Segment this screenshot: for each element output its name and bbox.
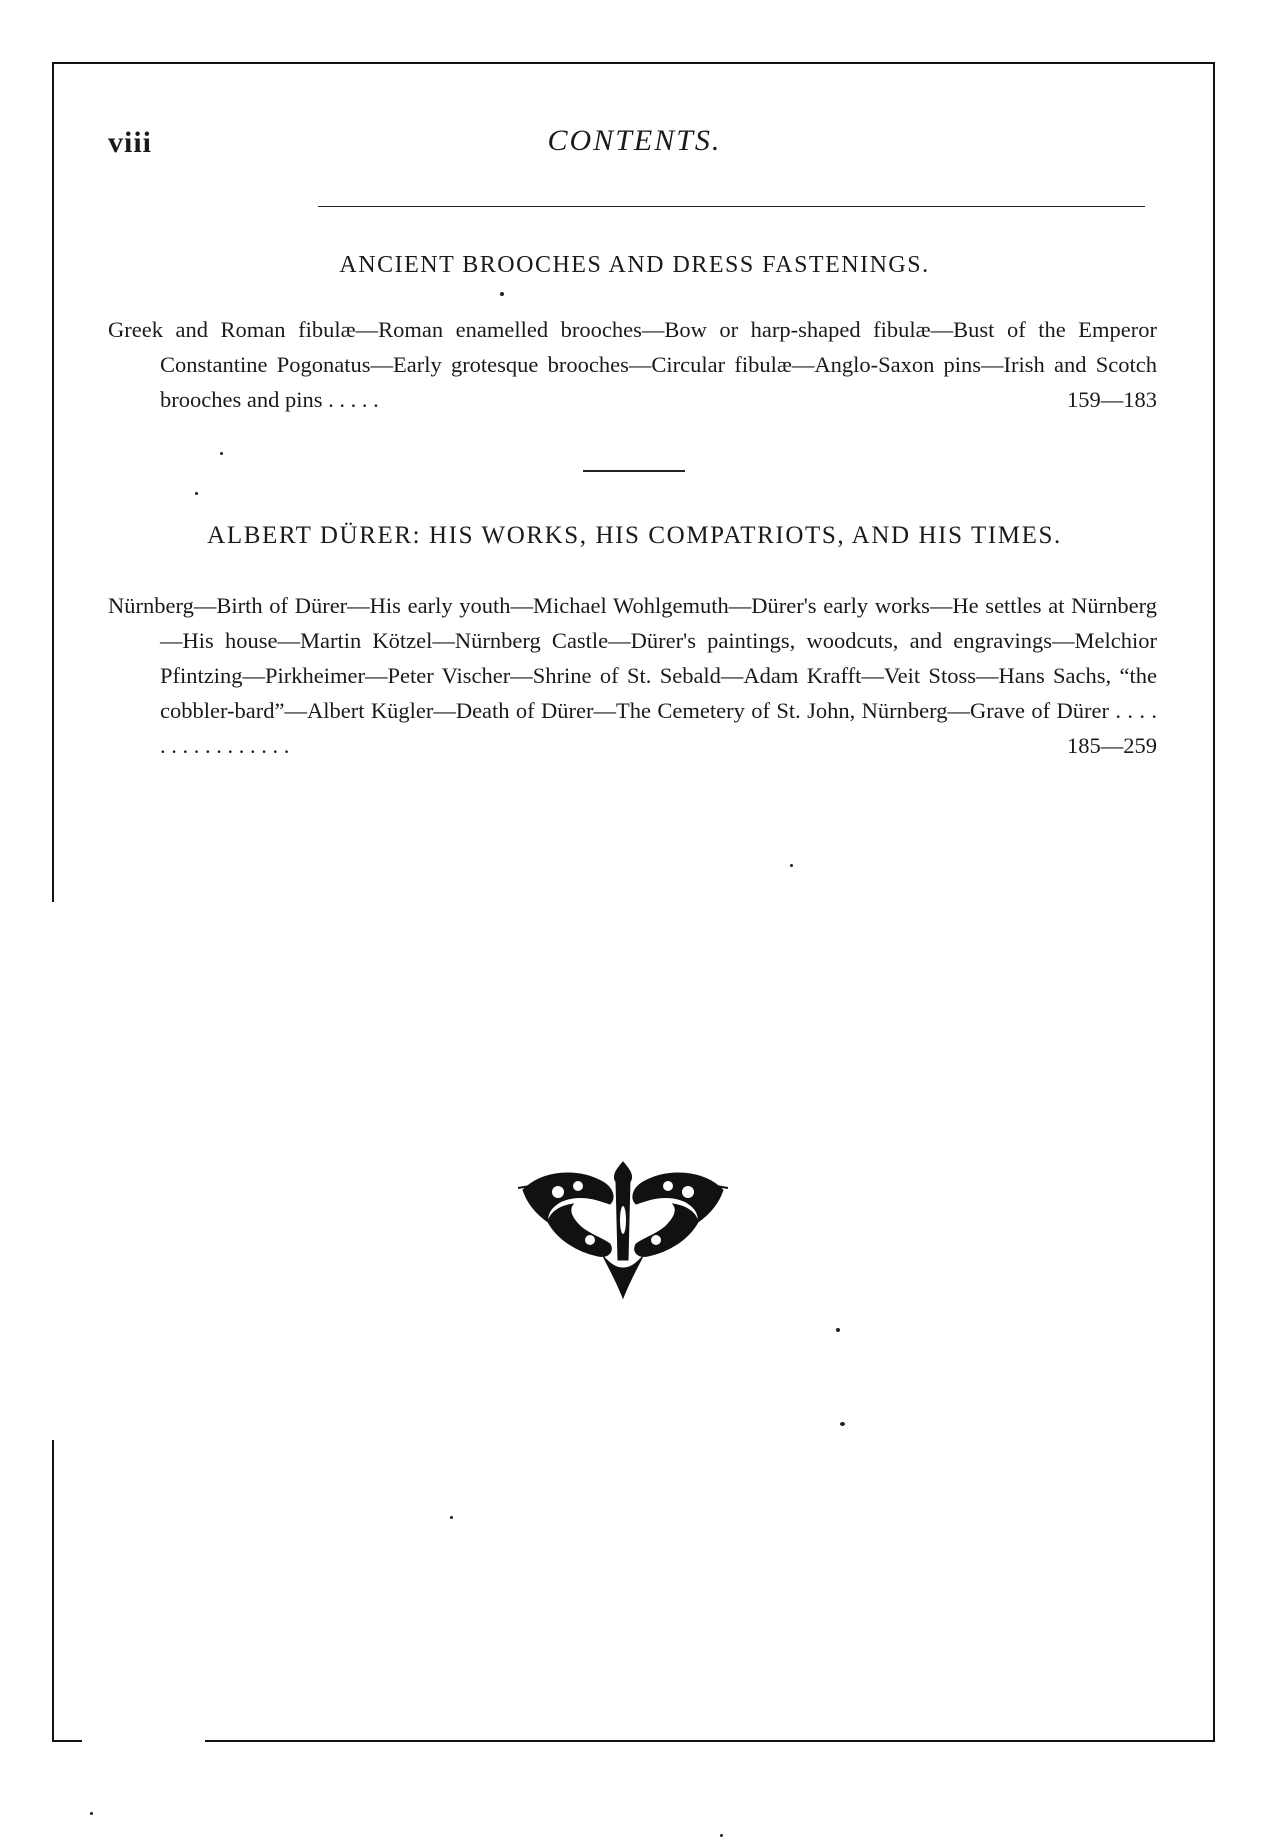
page-range: 159—183 xyxy=(1067,387,1157,412)
page-number: viii xyxy=(108,126,153,159)
header-rule xyxy=(318,206,1145,207)
section-title-ancient-brooches: ANCIENT BROOCHES AND DRESS FASTENINGS. xyxy=(339,252,930,278)
print-speck xyxy=(450,1516,453,1519)
print-speck xyxy=(195,492,198,495)
print-speck xyxy=(836,1328,840,1332)
print-speck xyxy=(500,292,504,296)
page-range: 185—259 xyxy=(1067,733,1157,758)
contents-entry-albert-durer xyxy=(108,588,1157,763)
print-speck xyxy=(220,452,223,455)
page-frame-left-rule-lower xyxy=(52,1440,54,1740)
page-frame-left-rule xyxy=(52,62,54,902)
running-title: CONTENTS. xyxy=(547,124,722,157)
print-speck xyxy=(90,1812,93,1815)
section-divider-rule xyxy=(583,470,685,472)
contents-entry-ancient-brooches xyxy=(108,312,1157,417)
page-frame-bottom-left-rule xyxy=(52,1740,82,1742)
page-frame-right-rule xyxy=(1213,62,1215,1742)
print-speck xyxy=(840,1422,845,1426)
page-frame-top-rule xyxy=(52,62,1214,64)
section-title-albert-durer: ALBERT DÜRER: HIS WORKS, HIS COMPATRIOTS, AND HIS TIMES. xyxy=(207,522,1062,549)
dot-leaders: . . . . . . . . . . . . . . . . xyxy=(160,698,1158,758)
entry-description: Nürnberg—Birth of Dürer—His early youth—Michael Wohlgemuth—Dürer's early works—He settles at Nürnberg—His house—Martin Kötzel—Nürnberg Castle—Dürer's paintings, woodcuts, and engravings—Melchior Pfintzing—Pirkheimer—Peter Vischer—Shrine of St. Sebald—Adam Krafft—Veit Stoss—Hans Sachs, “the cobbler-bard”—Albert Kügler—Death of Dürer—The Cemetery of St. John, Nürnberg—Grave of Dürer xyxy=(108,593,1157,723)
tailpiece-ornament-icon xyxy=(518,1160,728,1300)
print-speck xyxy=(720,1834,723,1837)
dot-leaders: . . . . . xyxy=(328,387,379,412)
print-speck xyxy=(790,864,793,867)
page-frame-bottom-rule xyxy=(205,1740,1214,1742)
entry-description: Greek and Roman fibulæ—Roman enamelled brooches—Bow or harp-shaped fibulæ—Bust of the Emperor Constantine Pogonatus—Early grotesque brooches—Circular fibulæ—Anglo-Saxon pins—Irish and Scotch brooches and pins xyxy=(108,317,1157,412)
